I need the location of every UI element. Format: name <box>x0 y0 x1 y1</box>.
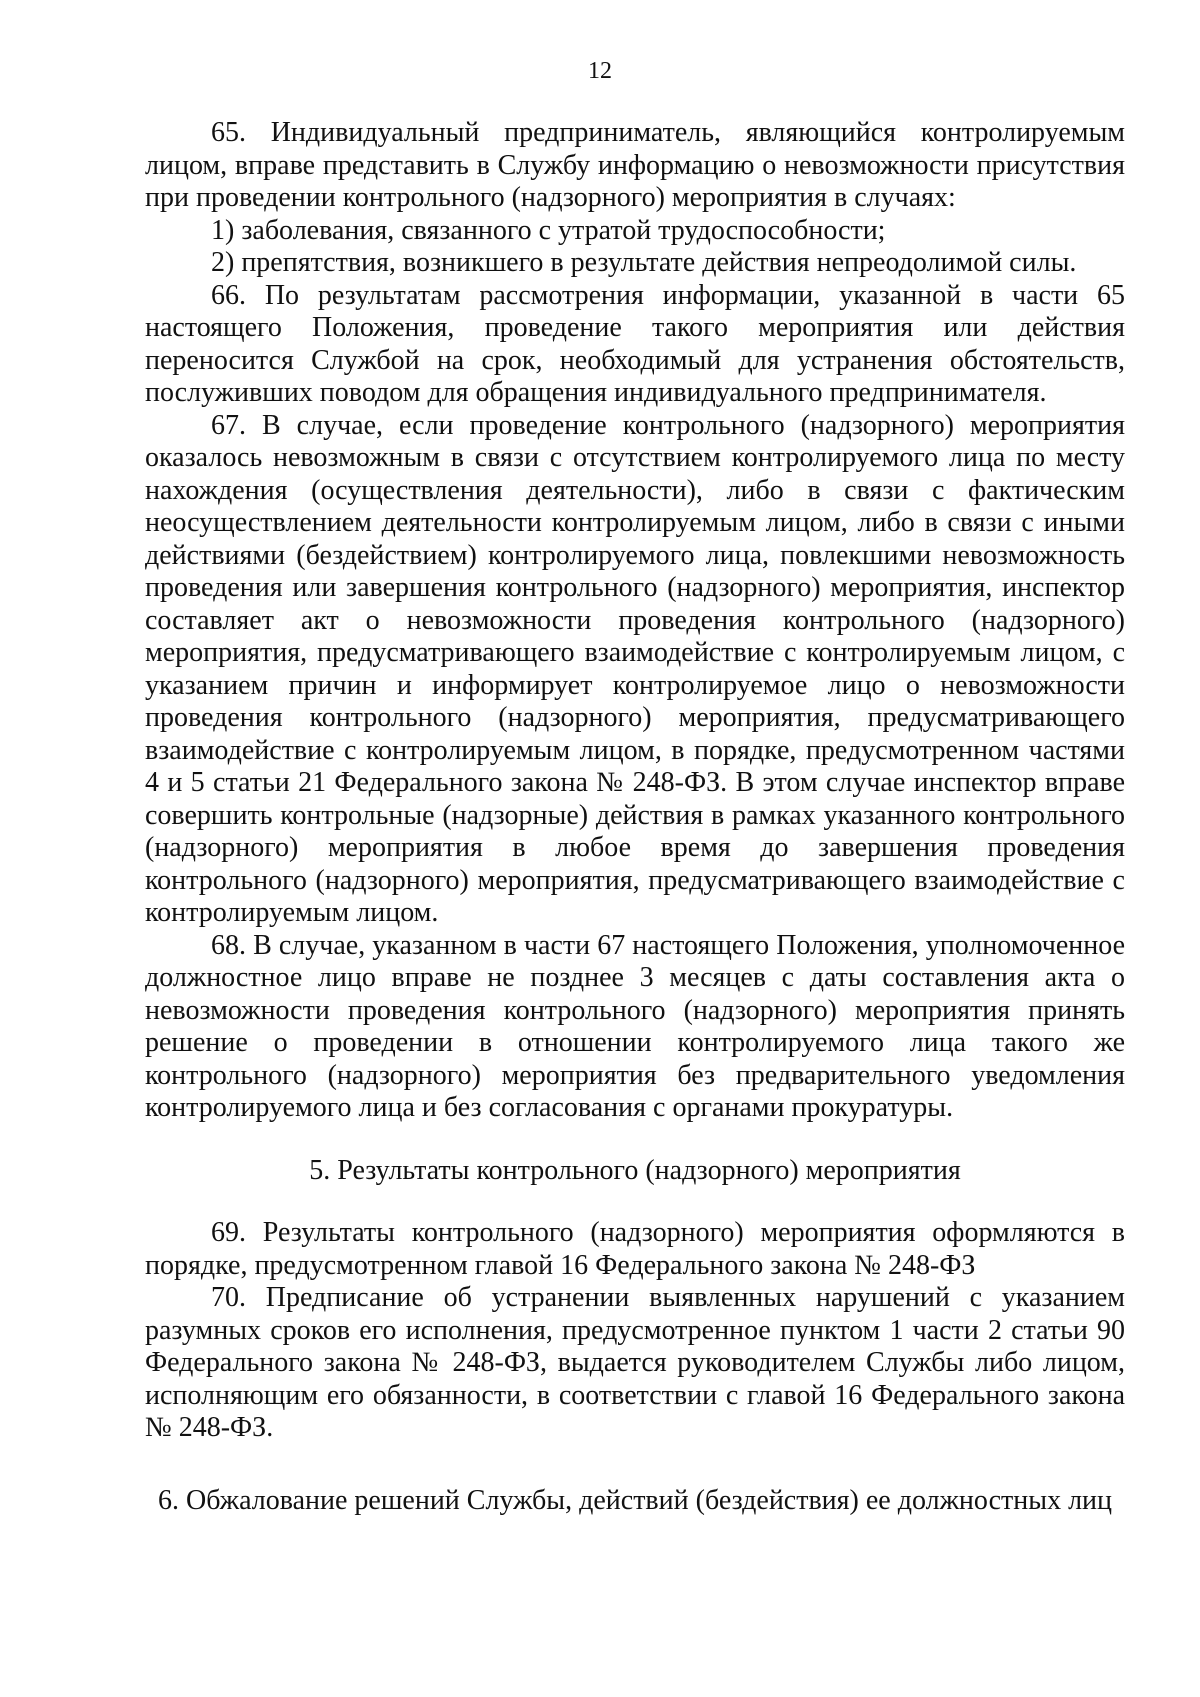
paragraph-65: 65. Индивидуальный предприниматель, являющийся контролируемым лицом, вправе представить в Службу информацию о невозможности присутствия при проведении контрольного (надзорного) мероприятия в случаях: <box>145 117 1125 213</box>
document-body <box>145 117 1125 1517</box>
paragraph-66: 66. По результатам рассмотрения информации, указанной в части 65 настоящего Положения, проведение такого мероприятия или действия переносится Службой на срок, необходимый для устранения обстоятельств, послуживших поводом для обращения индивидуального предпринимателя. <box>145 279 1125 408</box>
section-heading-5: 5. Результаты контрольного (надзорного) мероприятия <box>309 1154 961 1186</box>
list-item-1: 1) заболевания, связанного с утратой трудоспособности; <box>211 214 886 246</box>
paragraph-67: 67. В случае, если проведение контрольного (надзорного) мероприятия оказалось невозможным в связи с отсутствием контролируемого лица по месту нахождения (осуществления деятельности), либо в связи с фактическим неосуществлением деятельности контролируемым лицом, либо в связи с иными действиями (бездействием) контролируемого лица, повлекшими невозможность проведения или завершения контрольного (надзорного) мероприятия, инспектор составляет акт о невозможности проведения контрольного (надзорного) мероприятия, предусматривающего взаимодействие с контролируемым лицом, с указанием причин и информирует контролируемое лицо о невозможности проведения контрольного (надзорного) мероприятия, предусматривающего взаимодействие с контролируемым лицом, в порядке, предусмотренном частями 4 и 5 статьи 21 Федерального закона № 248-ФЗ. В этом случае инспектор вправе совершить контрольные (надзорные) действия в рамках указанного контрольного (надзорного) мероприятия в любое время до завершения проведения контрольного (надзорного) мероприятия, предусматривающего взаимодействие с контролируемым лицом. <box>145 409 1125 928</box>
section-heading-6: 6. Обжалование решений Службы, действий (бездействия) ее должностных лиц <box>157 1484 1113 1516</box>
paragraph-70: 70. Предписание об устранении выявленных нарушений с указанием разумных сроков его исполнения, предусмотренное пунктом 1 части 2 статьи 90 Федерального закона № 248-ФЗ, выдается руководителем Службы либо лицом, исполняющим его обязанности, в соответствии с главой 16 Федерального закона № 248-ФЗ. <box>145 1282 1125 1443</box>
page-number: 12 <box>588 58 612 84</box>
list-item-2: 2) препятствия, возникшего в результате действия непреодолимой силы. <box>211 247 1077 278</box>
paragraph-68: 68. В случае, указанном в части 67 настоящего Положения, уполномоченное должностное лицо вправе не позднее 3 месяцев с даты составления акта о невозможности проведения контрольного (надзорного) мероприятия принять решение о проведении в отношении контролируемого лица такого же контрольного (надзорного) мероприятия без предварительного уведомления контролируемого лица и без согласования с органами прокуратуры. <box>145 929 1125 1123</box>
paragraph-69: 69. Результаты контрольного (надзорного) мероприятия оформляются в порядке, предусмотренном главой 16 Федерального закона № 248-ФЗ <box>145 1217 1125 1281</box>
